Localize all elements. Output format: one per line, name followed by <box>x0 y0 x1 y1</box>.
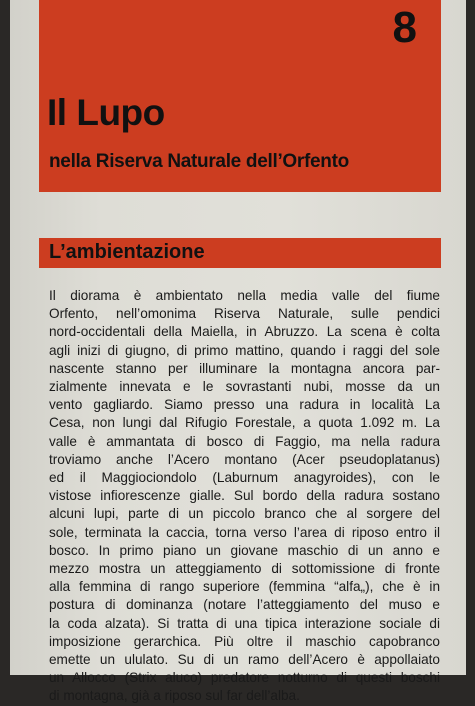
text-line: la coda alzata). Si tratta di una tipica interazione sociale di <box>49 615 440 631</box>
text-line: di montagna, già a riposo sul far dell’alba. <box>49 688 300 704</box>
text-line: postura di dominanza (notare l’atteggiamento del muso e <box>49 597 440 613</box>
text-line: alla femmina di rango superiore (femmina “alfa„), che è in <box>49 579 440 595</box>
text-line: nascente stanno per illuminare la montagna ancora par- <box>49 360 440 376</box>
text-line: agli inizi di giugno, di primo mattino, quando i raggi del sole <box>49 342 440 358</box>
text-line: mezzo mostra un atteggiamento di sottomissione di fronte <box>49 561 440 577</box>
text-line: un Allocco (Strix aluco) predatore notturno di questi boschi <box>49 670 440 686</box>
section-header <box>39 238 441 268</box>
panel-subtitle: nella Riserva Naturale dell’Orfento <box>49 151 349 172</box>
text-line: imposizione gerarchica. Più oltre il maschio capobranco <box>49 633 440 649</box>
panel-title: Il Lupo <box>47 92 165 133</box>
text-line: Il diorama è ambientato nella media valle del fiume <box>49 288 440 303</box>
text-line: nord-occidentali della Maiella, in Abruzzo. La scena è colta <box>49 324 440 340</box>
text-line: alcuni lupi, parte di un piccolo branco che al sorgere del <box>49 506 440 522</box>
text-line: Cesa, non lungi dal Rifugio Forestale, a quota 1.092 m. La <box>49 415 440 431</box>
text-line: valle è ammantata di bosco di Faggio, ma nella radura <box>49 433 440 449</box>
panel-number: 8 <box>392 3 417 52</box>
text-line: sole, terminata la caccia, torna verso l’area di riposo entro il <box>49 524 440 540</box>
text-line: vistose infiorescenze gialle. Sul bordo della radura sostano <box>49 488 440 504</box>
text-line: vento gagliardo. Siamo presso una radura in località La <box>49 397 440 413</box>
text-line: bosco. In primo piano un giovane maschio di un anno e <box>49 542 440 558</box>
text-line: ed il Maggiociondolo (Laburnum anagyroides), con le <box>49 470 440 486</box>
text-line: Orfento, nell’omonima Riserva Naturale, sulle pendici <box>49 306 440 322</box>
text-line: emette un ululato. Su di un ramo dell’Acero è appollaiato <box>49 652 440 668</box>
body-text <box>49 287 440 706</box>
text-line: troviamo anche l’Acero montano (Acer pseudoplatanus) <box>49 451 440 467</box>
text-line: zialmente innevata e le sovrastanti nubi, mosse da un <box>49 379 440 395</box>
section-title: L’ambientazione <box>49 241 205 263</box>
header-block <box>39 0 441 192</box>
